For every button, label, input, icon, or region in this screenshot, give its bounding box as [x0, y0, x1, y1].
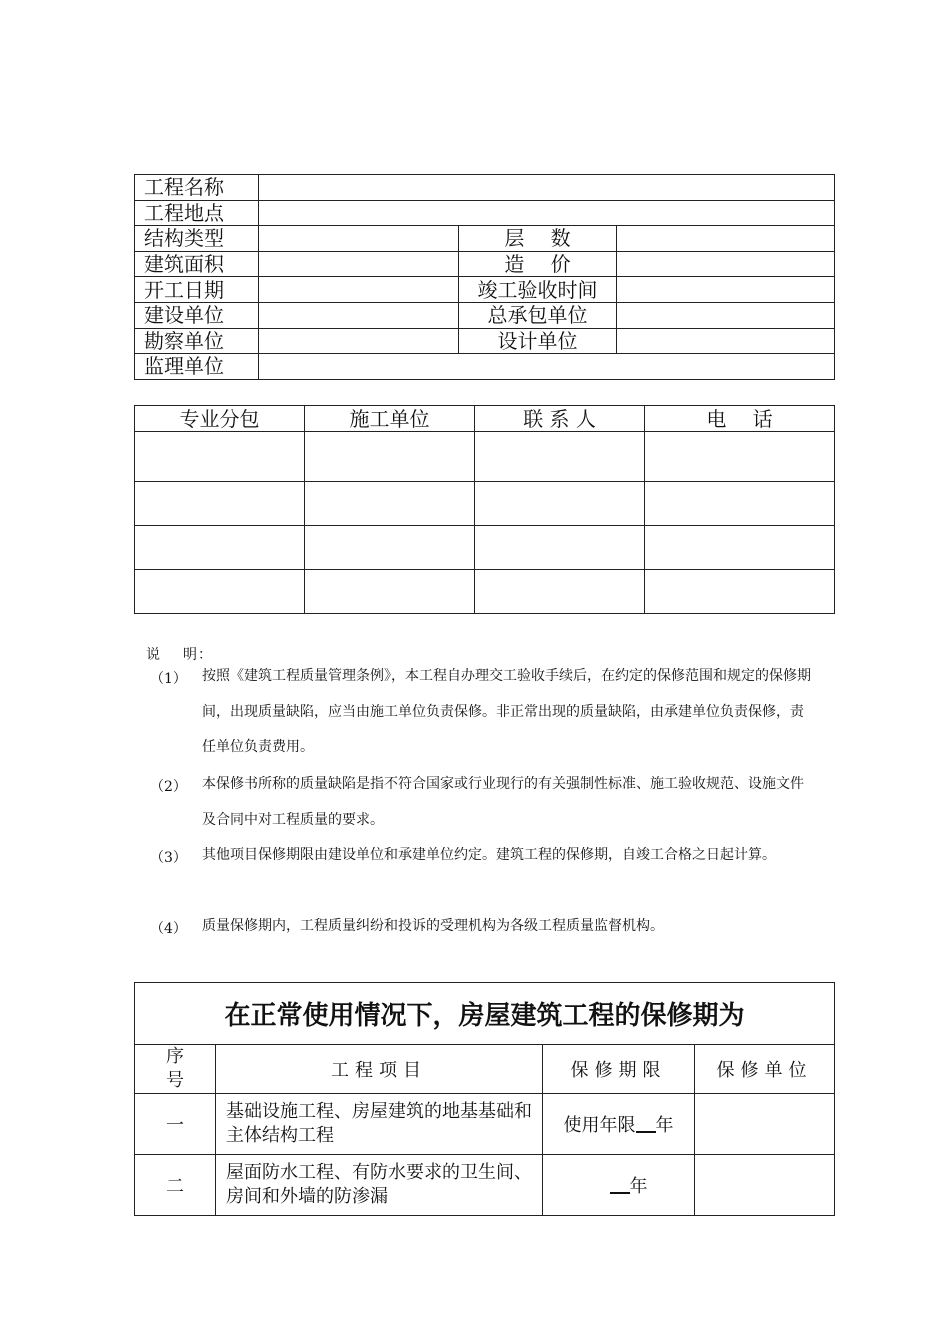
header-specialty-subcontract: 专业分包	[135, 406, 305, 432]
table-cell[interactable]	[645, 432, 835, 482]
value-construction-unit[interactable]	[259, 302, 459, 328]
label-design-unit: 设计单位	[459, 328, 617, 354]
table-row	[135, 1094, 835, 1155]
row-unit[interactable]	[695, 1155, 835, 1216]
value-supervision-unit[interactable]	[259, 354, 835, 380]
label-project-location: 工程地点	[135, 200, 259, 226]
note-text: 其他项目保修期限由建设单位和承建单位约定。建筑工程的保修期，自竣工合格之日起计算。	[202, 847, 776, 863]
table-cell[interactable]	[475, 432, 645, 482]
value-design-unit[interactable]	[617, 328, 835, 354]
period-blank[interactable]	[610, 1174, 630, 1194]
row-seq: 二	[135, 1155, 216, 1216]
value-project-name[interactable]	[259, 175, 835, 201]
warranty-table	[134, 982, 835, 1216]
label-cost: 造 价	[459, 251, 617, 277]
table-row	[135, 526, 835, 570]
value-completion-acceptance-time[interactable]	[617, 277, 835, 303]
note-number: （4）	[150, 921, 187, 937]
row-unit[interactable]	[695, 1094, 835, 1155]
label-completion-acceptance-time: 竣工验收时间	[459, 277, 617, 303]
row-item: 基础设施工程、房屋建筑的地基基础和主体结构工程	[216, 1094, 543, 1155]
header-construction-company: 施工单位	[305, 406, 475, 432]
header-item: 工程项目	[216, 1045, 543, 1094]
header-unit: 保修单位	[695, 1045, 835, 1094]
period-prefix: 使用年限	[563, 1115, 636, 1136]
value-survey-unit[interactable]	[259, 328, 459, 354]
value-structure-type[interactable]	[259, 226, 459, 252]
table-row	[135, 1155, 835, 1216]
table-cell[interactable]	[135, 570, 305, 614]
label-construction-unit: 建设单位	[135, 302, 259, 328]
table-cell[interactable]	[135, 526, 305, 570]
period-blank[interactable]	[636, 1113, 656, 1133]
header-seq	[135, 1045, 216, 1094]
label-project-name: 工程名称	[135, 175, 259, 201]
note-number: （2）	[150, 779, 187, 795]
notes-title-part2: 明：	[183, 647, 213, 663]
project-info-table	[134, 174, 835, 380]
table-cell[interactable]	[475, 526, 645, 570]
header-period: 保修期限	[543, 1045, 695, 1094]
note-text: 质量保修期内，工程质量纠纷和投诉的受理机构为各级工程质量监督机构。	[202, 918, 664, 934]
table-row	[135, 432, 835, 482]
table-cell[interactable]	[305, 570, 475, 614]
subcontract-table	[134, 405, 835, 614]
header-contact-person: 联 系 人	[475, 406, 645, 432]
period-suffix: 年	[629, 1176, 648, 1197]
table-cell[interactable]	[645, 526, 835, 570]
notes-title-part1: 说	[146, 647, 161, 663]
label-floors: 层 数	[459, 226, 617, 252]
value-general-contractor[interactable]	[617, 302, 835, 328]
value-cost[interactable]	[617, 251, 835, 277]
table-cell[interactable]	[645, 570, 835, 614]
label-structure-type: 结构类型	[135, 226, 259, 252]
row-seq: 一	[135, 1094, 216, 1155]
table-cell[interactable]	[135, 482, 305, 526]
table-cell[interactable]	[305, 432, 475, 482]
table-cell[interactable]	[645, 482, 835, 526]
value-floors[interactable]	[617, 226, 835, 252]
label-survey-unit: 勘察单位	[135, 328, 259, 354]
header-seq-text: 序号	[166, 1046, 184, 1091]
value-start-date[interactable]	[259, 277, 459, 303]
row-period[interactable]	[543, 1094, 695, 1155]
warranty-title: 在正常使用情况下，房屋建筑工程的保修期为	[135, 983, 835, 1045]
note-number: （3）	[150, 850, 187, 866]
table-cell[interactable]	[475, 482, 645, 526]
note-text: 本保修书所称的质量缺陷是指不符合国家或行业现行的有关强制性标准、施工验收规范、设施文件及合同中对工程质量的要求。	[202, 776, 804, 828]
row-item: 屋面防水工程、有防水要求的卫生间、房间和外墙的防渗漏	[216, 1155, 543, 1216]
table-cell[interactable]	[305, 526, 475, 570]
label-supervision-unit: 监理单位	[135, 354, 259, 380]
value-building-area[interactable]	[259, 251, 459, 277]
header-phone: 电 话	[645, 406, 835, 432]
label-building-area: 建筑面积	[135, 251, 259, 277]
table-row	[135, 570, 835, 614]
note-number: （1）	[150, 671, 187, 687]
note-text: 按照《建筑工程质量管理条例》，本工程自办理交工验收手续后，在约定的保修范围和规定的保修期间，出现质量缺陷，应当由施工单位负责保修。非正常出现的质量缺陷，由承建单位负责保修，责任单位负责费用。	[202, 668, 811, 755]
label-general-contractor: 总承包单位	[459, 302, 617, 328]
label-start-date: 开工日期	[135, 277, 259, 303]
row-period[interactable]	[543, 1155, 695, 1216]
value-project-location[interactable]	[259, 200, 835, 226]
period-suffix: 年	[655, 1115, 674, 1136]
table-cell[interactable]	[475, 570, 645, 614]
table-cell[interactable]	[305, 482, 475, 526]
table-row	[135, 482, 835, 526]
table-cell[interactable]	[135, 432, 305, 482]
